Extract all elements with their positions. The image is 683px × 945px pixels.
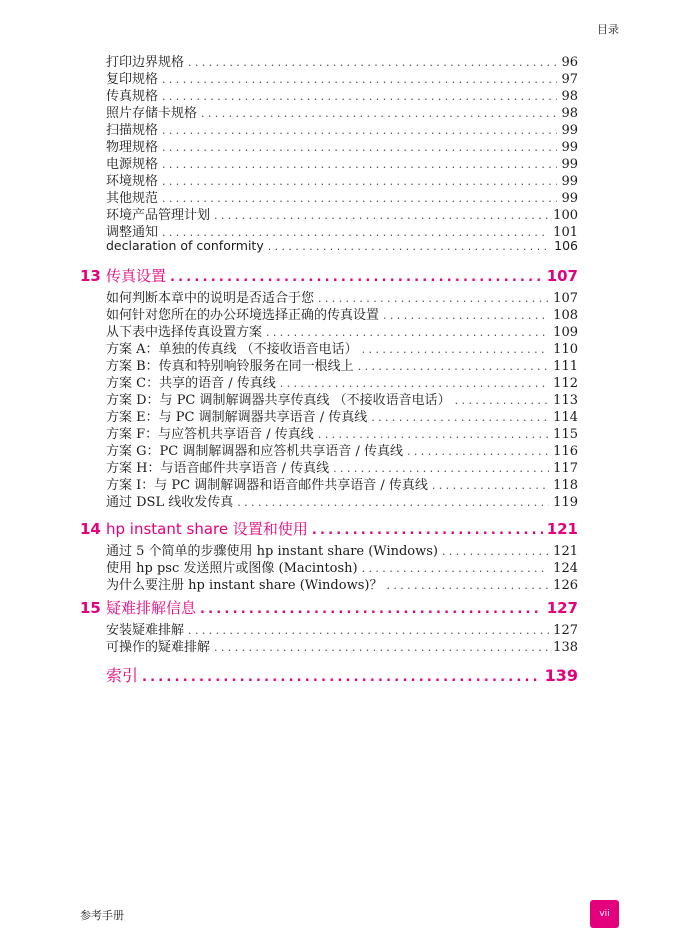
dot-leader bbox=[214, 641, 549, 654]
toc-entry-page: 109 bbox=[553, 325, 578, 340]
chapter-page: 127 bbox=[546, 599, 578, 617]
dot-leader bbox=[200, 602, 543, 617]
toc-entry-page: 110 bbox=[553, 342, 578, 357]
toc-entry-page: 126 bbox=[553, 578, 578, 593]
toc-entry-page: 111 bbox=[553, 359, 578, 374]
index-heading[interactable] bbox=[106, 663, 578, 683]
toc-entry[interactable] bbox=[106, 187, 578, 204]
toc-entry-title: 方案 H：与语音邮件共享语音 / 传真线 bbox=[106, 461, 330, 476]
dot-leader bbox=[312, 523, 543, 538]
toc-entry[interactable] bbox=[106, 372, 578, 389]
toc-entry[interactable] bbox=[106, 406, 578, 423]
toc-entry-title: 方案 E：与 PC 调制解调器共享语音 / 传真线 bbox=[106, 410, 368, 425]
toc-entry-page: 124 bbox=[553, 561, 578, 576]
toc-entry-title: 方案 B：传真和特别响铃服务在同一根线上 bbox=[106, 359, 354, 374]
toc-entry[interactable] bbox=[106, 540, 578, 557]
toc-entry-title: 安装疑难排解 bbox=[106, 623, 185, 638]
page-number-badge: vii bbox=[590, 900, 619, 928]
toc-entry-title: 可操作的疑难排解 bbox=[106, 640, 211, 655]
toc-entry[interactable] bbox=[106, 338, 578, 355]
index-page: 139 bbox=[544, 666, 578, 685]
dot-leader bbox=[142, 670, 541, 685]
toc-entry-title: 如何针对您所在的办公环境选择正确的传真设置 bbox=[106, 308, 380, 323]
toc-entry-title: 从下表中选择传真设置方案 bbox=[106, 325, 263, 340]
toc-entry[interactable] bbox=[106, 136, 578, 153]
toc-entry[interactable] bbox=[106, 85, 578, 102]
toc-entry[interactable] bbox=[106, 102, 578, 119]
toc-entry-title: 传真规格 bbox=[106, 89, 159, 104]
toc-entry[interactable] bbox=[106, 440, 578, 457]
toc-entry[interactable] bbox=[106, 51, 578, 68]
toc-entry-page: 107 bbox=[553, 291, 578, 306]
toc-entry-page: 99 bbox=[561, 174, 578, 189]
toc-entry-title: 其他规范 bbox=[106, 191, 159, 206]
toc-entry[interactable] bbox=[106, 636, 578, 653]
toc-entry[interactable] bbox=[106, 557, 578, 574]
chapter-14-heading[interactable] bbox=[80, 518, 578, 538]
toc-entry-title: 使用 hp psc 发送照片或图像 (Macintosh) bbox=[106, 561, 358, 576]
toc-entry-page: 98 bbox=[561, 89, 578, 104]
toc-entry-page: 101 bbox=[553, 225, 578, 240]
toc-entry-title: 为什么要注册 hp instant share (Windows)？ bbox=[106, 578, 383, 593]
toc-entry[interactable] bbox=[106, 474, 578, 491]
toc-entry-title: 照片存储卡规格 bbox=[106, 106, 198, 121]
toc-entry[interactable] bbox=[106, 204, 578, 221]
toc-entry[interactable] bbox=[106, 68, 578, 85]
chapter-title: 传真设置 bbox=[106, 267, 167, 285]
toc-entry[interactable] bbox=[106, 355, 578, 372]
toc-entry-title: declaration of conformity bbox=[106, 238, 264, 253]
toc-entry-page: 112 bbox=[553, 376, 578, 391]
chapter-13-heading[interactable] bbox=[80, 265, 578, 285]
toc-entry[interactable] bbox=[106, 287, 578, 304]
chapter-page: 121 bbox=[546, 520, 578, 538]
toc-entry[interactable] bbox=[106, 491, 578, 508]
toc-entry-page: 96 bbox=[561, 55, 578, 70]
chapter-number: 15 bbox=[80, 599, 101, 617]
toc-entry[interactable] bbox=[106, 153, 578, 170]
chapter-number: 13 bbox=[80, 267, 101, 285]
toc-entry[interactable] bbox=[106, 574, 578, 591]
toc-entry-page: 115 bbox=[553, 427, 578, 442]
toc-entry-title: 复印规格 bbox=[106, 72, 159, 87]
toc-entry[interactable] bbox=[106, 321, 578, 338]
toc-entry-page: 99 bbox=[561, 191, 578, 206]
toc-entry-title: 方案 D：与 PC 调制解调器共享传真线 （不接收语音电话） bbox=[106, 393, 451, 408]
toc-entry-page: 99 bbox=[561, 140, 578, 155]
toc-entry-title: 方案 A：单独的传真线 （不接收语音电话） bbox=[106, 342, 358, 357]
toc-entry-title: 方案 I：与 PC 调制解调器和语音邮件共享语音 / 传真线 bbox=[106, 478, 428, 493]
toc-entry-page: 106 bbox=[554, 238, 578, 253]
toc-entry[interactable] bbox=[106, 457, 578, 474]
toc-entry-page: 117 bbox=[553, 461, 578, 476]
chapter-15-heading[interactable] bbox=[80, 597, 578, 617]
toc-entry[interactable] bbox=[106, 238, 578, 255]
toc-entry-page: 114 bbox=[553, 410, 578, 425]
toc-entry[interactable] bbox=[106, 389, 578, 406]
toc-entry[interactable] bbox=[106, 119, 578, 136]
toc-entry-page: 100 bbox=[553, 208, 578, 223]
toc-entry-page: 138 bbox=[553, 640, 578, 655]
footer-manual-name: 参考手册 bbox=[80, 909, 124, 922]
toc-entry-page: 113 bbox=[553, 393, 578, 408]
running-header: 目录 bbox=[597, 23, 619, 36]
dot-leader bbox=[268, 240, 550, 253]
dot-leader bbox=[237, 496, 549, 509]
toc-entry-title: 方案 C：共享的语音 / 传真线 bbox=[106, 376, 276, 391]
toc-entry-page: 118 bbox=[553, 478, 578, 493]
toc-entry[interactable] bbox=[106, 170, 578, 187]
toc-entry-title: 如何判断本章中的说明是否适合于您 bbox=[106, 291, 315, 306]
dot-leader bbox=[386, 579, 549, 592]
toc-entry-title: 环境产品管理计划 bbox=[106, 208, 211, 223]
toc-entry-title: 物理规格 bbox=[106, 140, 159, 155]
toc-entry[interactable] bbox=[106, 221, 578, 238]
toc-entry-title: 扫描规格 bbox=[106, 123, 159, 138]
toc-entry-page: 121 bbox=[553, 544, 578, 559]
toc-entry-page: 97 bbox=[561, 72, 578, 87]
toc-entry-page: 98 bbox=[561, 106, 578, 121]
toc-entry-title: 打印边界规格 bbox=[106, 55, 185, 70]
index-title: 索引 bbox=[106, 666, 139, 685]
toc-entry-page: 116 bbox=[553, 444, 578, 459]
toc-entry-page: 119 bbox=[553, 495, 578, 510]
toc-entry[interactable] bbox=[106, 423, 578, 440]
toc-entry-page: 108 bbox=[553, 308, 578, 323]
toc-entry-title: 通过 5 个简单的步骤使用 hp instant share (Windows) bbox=[106, 544, 438, 559]
toc-entry-page: 127 bbox=[553, 623, 578, 638]
toc-entry[interactable] bbox=[106, 619, 578, 636]
toc-entry-page: 99 bbox=[561, 157, 578, 172]
toc-entry-title: 通过 DSL 线收发传真 bbox=[106, 495, 234, 510]
toc-entry-page: 99 bbox=[561, 123, 578, 138]
chapter-title: 疑难排解信息 bbox=[106, 599, 197, 617]
chapter-title: hp instant share 设置和使用 bbox=[106, 520, 308, 538]
toc-entry-title: 方案 F：与应答机共享语音 / 传真线 bbox=[106, 427, 314, 442]
chapter-page: 107 bbox=[546, 267, 578, 285]
toc-entry-title: 调整通知 bbox=[106, 225, 159, 240]
dot-leader bbox=[170, 270, 543, 285]
toc-entry-title: 方案 G：PC 调制解调器和应答机共享语音 / 传真线 bbox=[106, 444, 403, 459]
toc-entry-title: 电源规格 bbox=[106, 157, 159, 172]
chapter-number: 14 bbox=[80, 520, 101, 538]
toc-entry-title: 环境规格 bbox=[106, 174, 159, 189]
toc-entry[interactable] bbox=[106, 304, 578, 321]
